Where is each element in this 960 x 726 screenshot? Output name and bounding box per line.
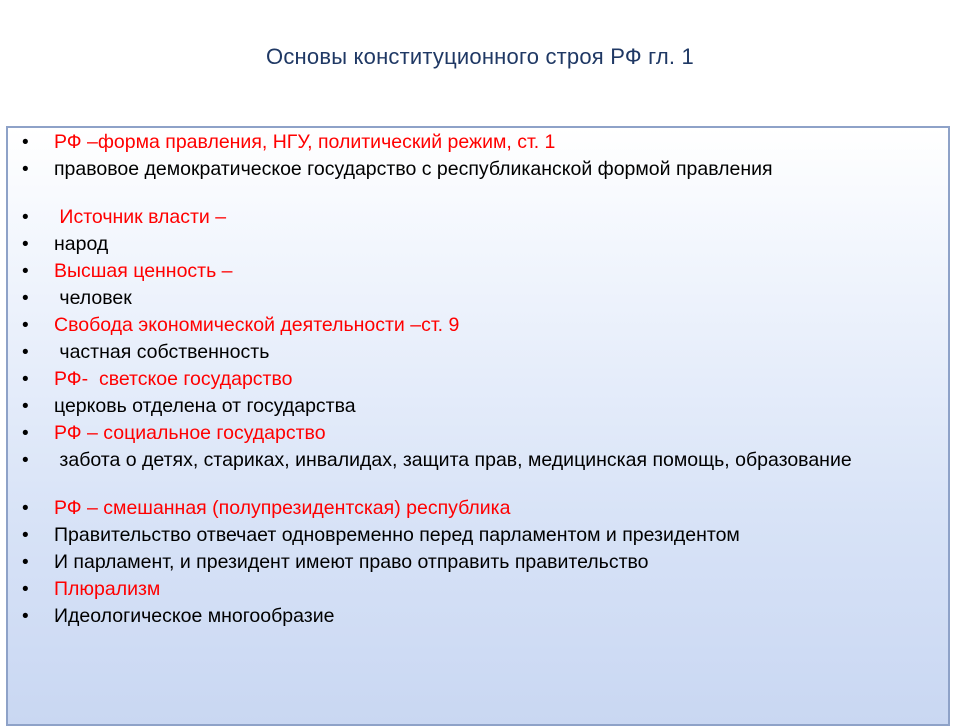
- list-item: [22, 525, 922, 552]
- list-item: [22, 498, 922, 525]
- list-item-text: частная собственность: [54, 341, 270, 363]
- list-item-text: народ: [54, 233, 109, 255]
- list-item: [22, 606, 922, 633]
- list-item: [22, 234, 922, 261]
- list-item-text: И парламент, и президент имеют право отправить правительство: [54, 551, 649, 573]
- bullet-icon: •: [22, 207, 29, 228]
- list-item: [22, 207, 922, 234]
- bullet-icon: •: [22, 315, 29, 336]
- list-item: [22, 369, 922, 396]
- bullet-icon: •: [22, 342, 29, 363]
- list-item: [22, 288, 922, 315]
- list-item-text: Правительство отвечает одновременно перед парламентом и президентом: [54, 524, 740, 546]
- bullet-icon: •: [22, 234, 29, 255]
- bullet-icon: •: [22, 159, 29, 180]
- content-box: [6, 126, 950, 726]
- list-item-text: РФ – смешанная (полупрезидентская) республика: [54, 497, 511, 519]
- list-item: [22, 159, 922, 207]
- list-item: [22, 552, 922, 579]
- bullet-list: [22, 132, 922, 633]
- bullet-icon: •: [22, 552, 29, 573]
- bullet-icon: •: [22, 498, 29, 519]
- list-item: [22, 450, 922, 498]
- list-item-text: Свобода экономической деятельности –ст. 9: [54, 314, 460, 336]
- bullet-icon: •: [22, 132, 29, 153]
- list-item-text: забота о детях, стариках, инвалидах, защита прав, медицинская помощь, образование: [54, 449, 852, 471]
- list-item-text: Источник власти –: [54, 206, 227, 228]
- list-item-text: РФ – социальное государство: [54, 422, 326, 444]
- list-item: [22, 261, 922, 288]
- bullet-icon: •: [22, 606, 29, 627]
- list-item: [22, 315, 922, 342]
- bullet-icon: •: [22, 525, 29, 546]
- bullet-icon: •: [22, 261, 29, 282]
- bullet-icon: •: [22, 288, 29, 309]
- list-item-text: Высшая ценность –: [54, 260, 233, 282]
- bullet-icon: •: [22, 423, 29, 444]
- list-item-text: РФ- светское государство: [54, 368, 293, 390]
- list-item-text: Идеологическое многообразие: [54, 605, 335, 627]
- slide-title: Основы конституционного строя РФ гл. 1: [266, 44, 694, 69]
- list-item-text: Плюрализм: [54, 578, 161, 600]
- list-item: [22, 342, 922, 369]
- list-item: [22, 423, 922, 450]
- list-item-text: церковь отделена от государства: [54, 395, 356, 417]
- list-item-text: РФ –форма правления, НГУ, политический режим, ст. 1: [54, 131, 556, 153]
- list-item: [22, 132, 922, 159]
- bullet-icon: •: [22, 450, 29, 471]
- list-item: [22, 579, 922, 606]
- list-item-text: человек: [54, 287, 132, 309]
- bullet-icon: •: [22, 396, 29, 417]
- bullet-icon: •: [22, 579, 29, 600]
- list-item: [22, 396, 922, 423]
- list-item-text: правовое демократическое государство с республиканской формой правления: [54, 158, 773, 180]
- bullet-icon: •: [22, 369, 29, 390]
